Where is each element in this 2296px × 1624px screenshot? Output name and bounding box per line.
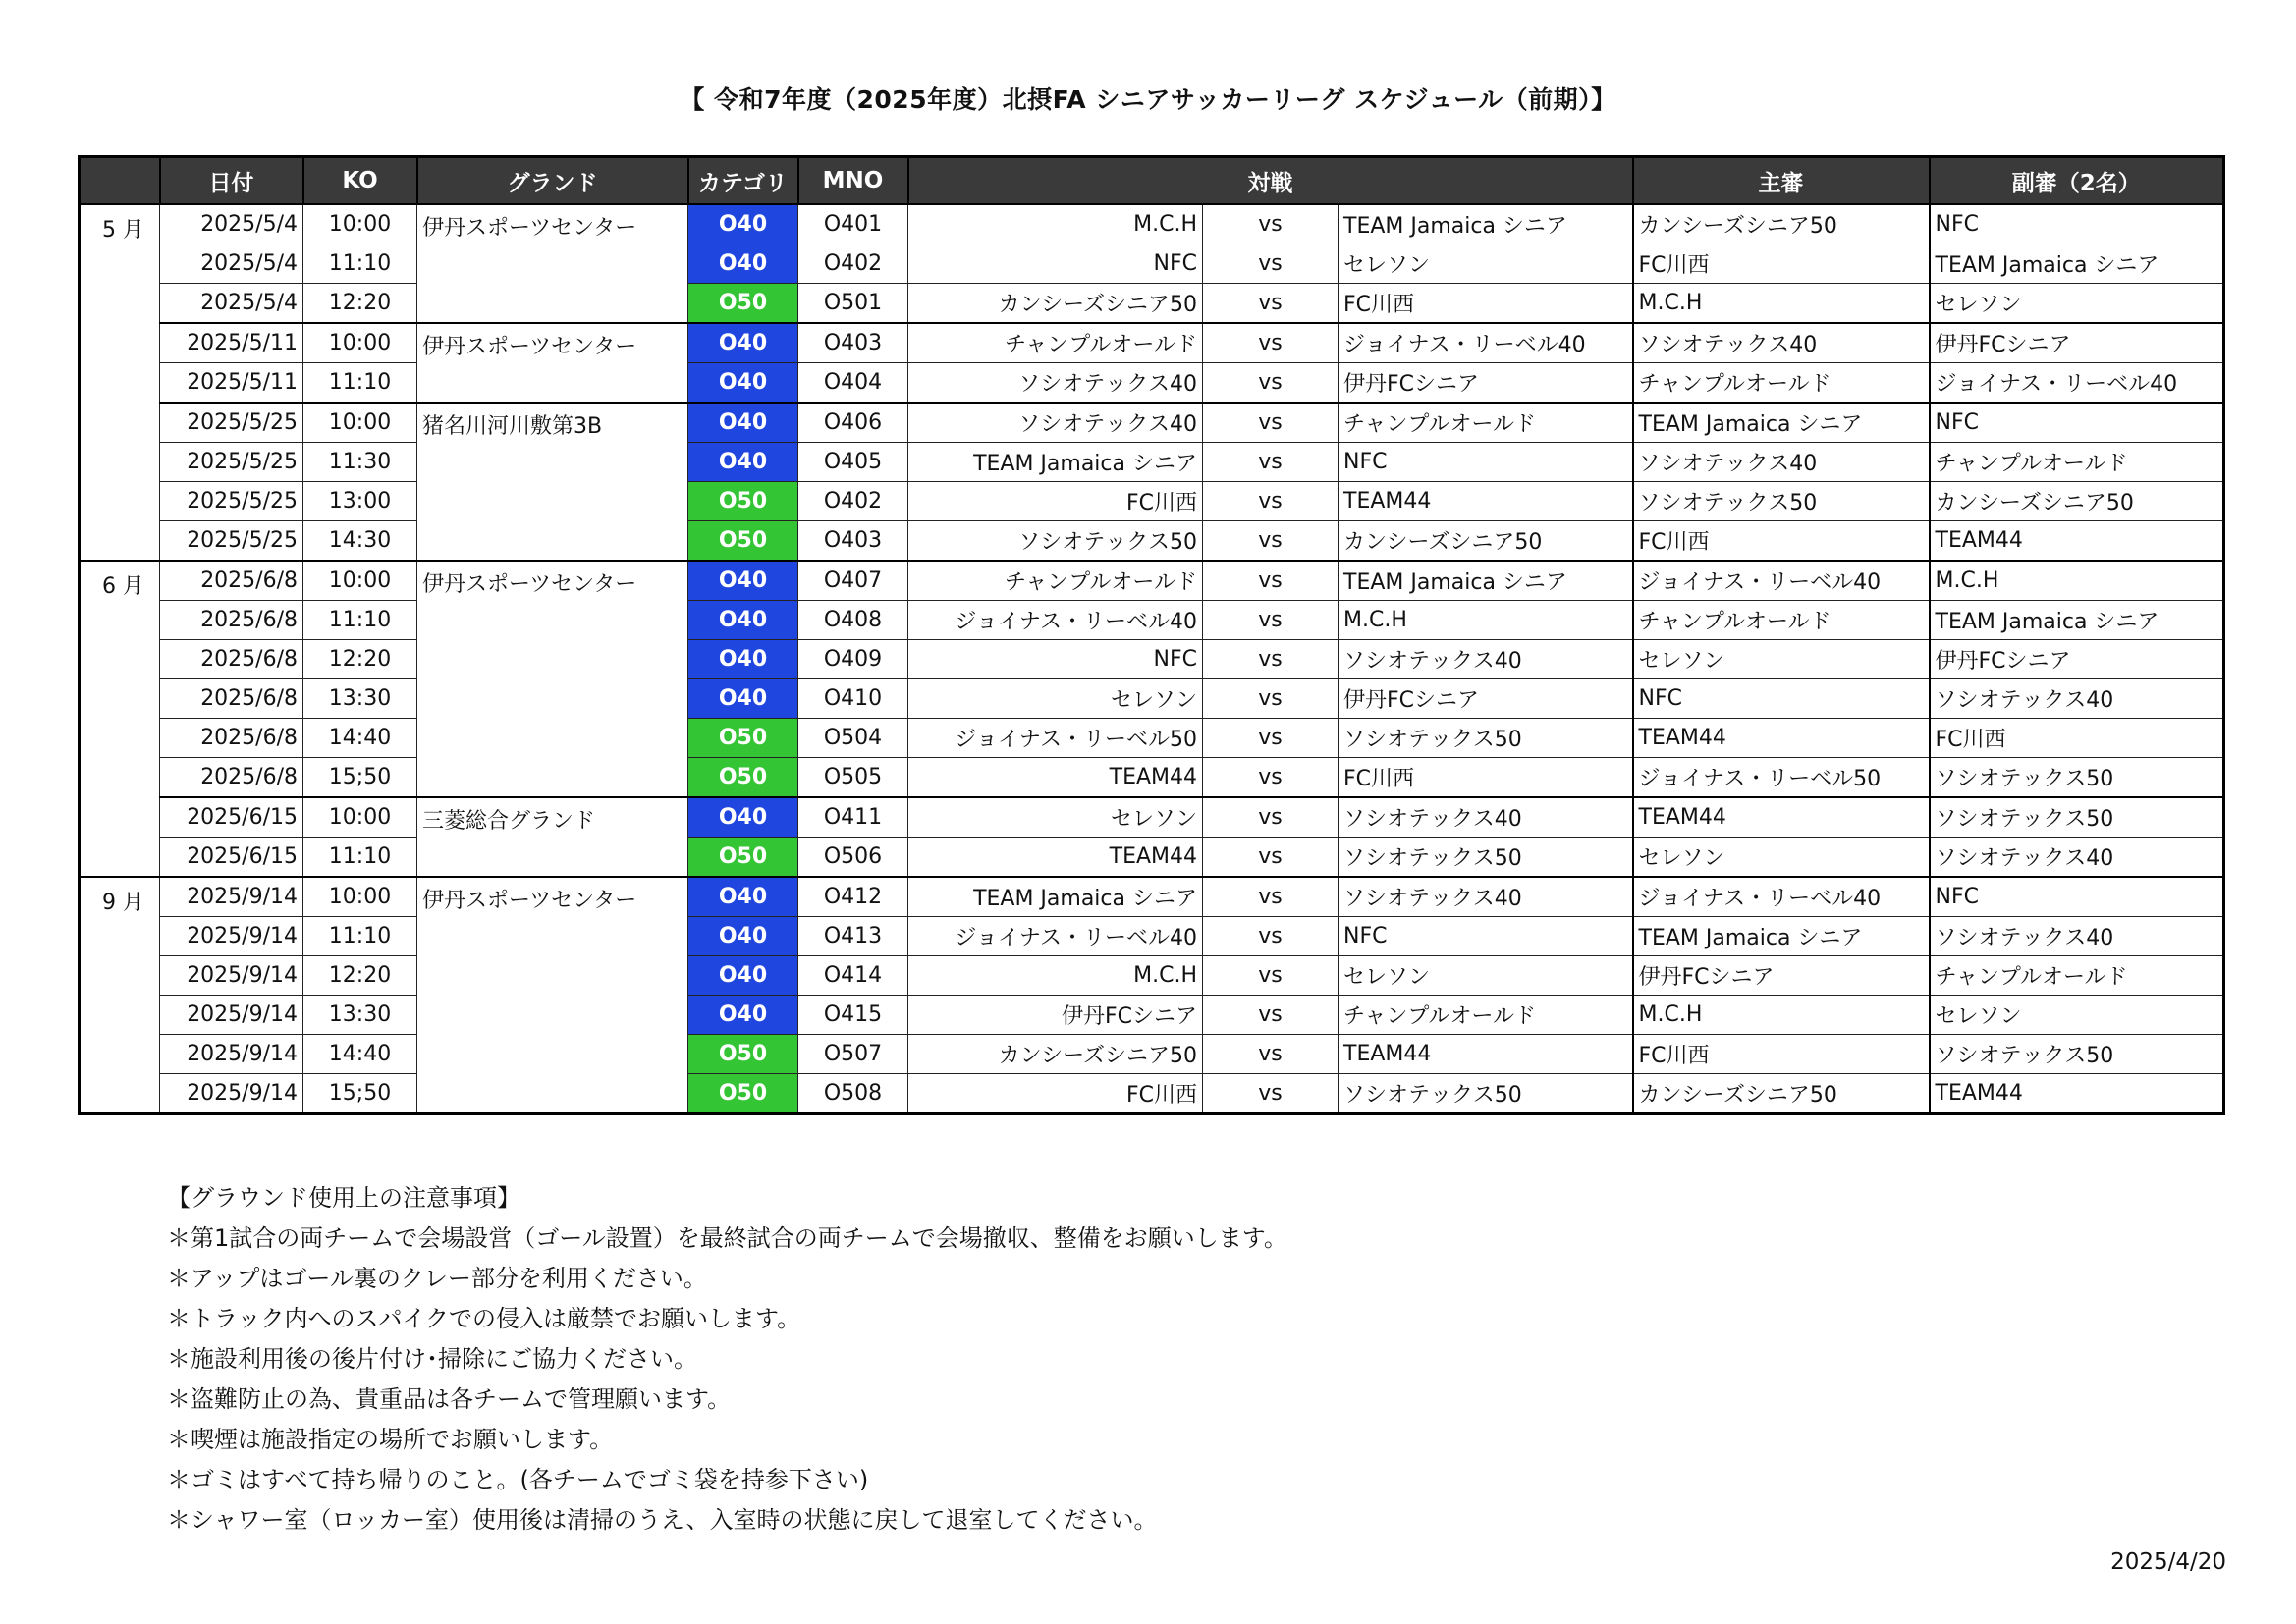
home-team: TEAM44 bbox=[908, 758, 1203, 798]
match-number: O412 bbox=[798, 877, 908, 917]
match-row bbox=[80, 679, 2224, 719]
match-number: O403 bbox=[798, 521, 908, 562]
away-team: TEAM Jamaica シニア bbox=[1339, 561, 1633, 601]
home-team: ジョイナス・リーベル40 bbox=[908, 601, 1203, 640]
match-number: O506 bbox=[798, 838, 908, 878]
match-number: O501 bbox=[798, 284, 908, 324]
note-item: ＊シャワー室（ロッカー室）使用後は清掃のうえ、入室時の状態に戻して退室してください。 bbox=[167, 1506, 1158, 1534]
home-team: TEAM Jamaica シニア bbox=[908, 877, 1203, 917]
date-cell: 2025/6/8 bbox=[160, 601, 303, 640]
assistant-referee-cell: ソシオテックス40 bbox=[1930, 838, 2224, 878]
home-team: TEAM44 bbox=[908, 838, 1203, 878]
referee-cell: M.C.H bbox=[1633, 996, 1930, 1035]
category-badge: O50 bbox=[688, 719, 798, 758]
vs-label: vs bbox=[1203, 443, 1339, 482]
match-number: O411 bbox=[798, 797, 908, 838]
assistant-referee-cell: チャンプルオールド bbox=[1930, 956, 2224, 996]
match-number: O406 bbox=[798, 403, 908, 443]
date-cell: 2025/5/25 bbox=[160, 521, 303, 562]
away-team: カンシーズシニア50 bbox=[1339, 521, 1633, 562]
assistant-referee-cell: TEAM44 bbox=[1930, 1074, 2224, 1114]
referee-cell: カンシーズシニア50 bbox=[1633, 1074, 1930, 1114]
date-cell: 2025/9/14 bbox=[160, 917, 303, 956]
kickoff-time: 11:10 bbox=[303, 601, 417, 640]
date-cell: 2025/5/11 bbox=[160, 363, 303, 404]
category-badge: O40 bbox=[688, 877, 798, 917]
assistant-referee-cell: チャンプルオールド bbox=[1930, 443, 2224, 482]
kickoff-time: 13:30 bbox=[303, 679, 417, 719]
match-row bbox=[80, 797, 2224, 838]
referee-cell: FC川西 bbox=[1633, 1035, 1930, 1074]
date-cell: 2025/6/8 bbox=[160, 758, 303, 798]
kickoff-time: 10:00 bbox=[303, 797, 417, 838]
away-team: チャンプルオールド bbox=[1339, 996, 1633, 1035]
match-number: O507 bbox=[798, 1035, 908, 1074]
match-row bbox=[80, 521, 2224, 562]
vs-label: vs bbox=[1203, 601, 1339, 640]
match-number: O404 bbox=[798, 363, 908, 404]
match-row bbox=[80, 363, 2224, 404]
away-team: 伊丹FCシニア bbox=[1339, 363, 1633, 404]
referee-cell: 伊丹FCシニア bbox=[1633, 956, 1930, 996]
away-team: ジョイナス・リーベル40 bbox=[1339, 323, 1633, 363]
referee-cell: ソシオテックス40 bbox=[1633, 323, 1930, 363]
match-row bbox=[80, 561, 2224, 601]
header-ko: KO bbox=[303, 157, 417, 205]
note-item: ＊トラック内へのスパイクでの侵入は厳禁でお願いします。 bbox=[167, 1305, 801, 1332]
home-team: ソシオテックス40 bbox=[908, 403, 1203, 443]
kickoff-time: 12:20 bbox=[303, 284, 417, 324]
vs-label: vs bbox=[1203, 877, 1339, 917]
note-item: ＊第1試合の両チームで会場設営（ゴール設置）を最終試合の両チームで会場撤収、整備をお願いします。 bbox=[167, 1224, 1287, 1252]
away-team: FC川西 bbox=[1339, 758, 1633, 798]
away-team: ソシオテックス40 bbox=[1339, 877, 1633, 917]
match-number: O413 bbox=[798, 917, 908, 956]
home-team: ジョイナス・リーベル50 bbox=[908, 719, 1203, 758]
category-badge: O50 bbox=[688, 284, 798, 324]
category-badge: O40 bbox=[688, 561, 798, 601]
away-team: TEAM44 bbox=[1339, 482, 1633, 521]
away-team: FC川西 bbox=[1339, 284, 1633, 324]
vs-label: vs bbox=[1203, 284, 1339, 324]
match-number: O401 bbox=[798, 204, 908, 244]
match-number: O402 bbox=[798, 482, 908, 521]
referee-cell: ジョイナス・リーベル50 bbox=[1633, 758, 1930, 798]
page-title: 【 令和7年度（2025年度）北摂FA シニアサッカーリーグ スケジュール（前期）】 bbox=[680, 85, 1616, 114]
referee-cell: チャンプルオールド bbox=[1633, 601, 1930, 640]
home-team: チャンプルオールド bbox=[908, 561, 1203, 601]
match-row bbox=[80, 996, 2224, 1035]
vs-label: vs bbox=[1203, 1074, 1339, 1114]
assistant-referee-cell: ソシオテックス40 bbox=[1930, 917, 2224, 956]
referee-cell: ジョイナス・リーベル40 bbox=[1633, 877, 1930, 917]
date-cell: 2025/9/14 bbox=[160, 1035, 303, 1074]
vs-label: vs bbox=[1203, 640, 1339, 679]
match-row bbox=[80, 1074, 2224, 1114]
assistant-referee-cell: ソシオテックス50 bbox=[1930, 758, 2224, 798]
category-badge: O40 bbox=[688, 244, 798, 284]
home-team: M.C.H bbox=[908, 204, 1203, 244]
vs-label: vs bbox=[1203, 679, 1339, 719]
assistant-referee-cell: ソシオテックス50 bbox=[1930, 797, 2224, 838]
note-item: ＊アップはゴール裏のクレー部分を利用ください。 bbox=[167, 1265, 707, 1292]
kickoff-time: 10:00 bbox=[303, 204, 417, 244]
away-team: 伊丹FCシニア bbox=[1339, 679, 1633, 719]
date-cell: 2025/9/14 bbox=[160, 877, 303, 917]
document-date: 2025/4/20 bbox=[2110, 1549, 2226, 1575]
away-team: ソシオテックス40 bbox=[1339, 797, 1633, 838]
category-badge: O40 bbox=[688, 204, 798, 244]
home-team: セレソン bbox=[908, 797, 1203, 838]
vs-label: vs bbox=[1203, 797, 1339, 838]
match-number: O403 bbox=[798, 323, 908, 363]
category-badge: O40 bbox=[688, 917, 798, 956]
vs-label: vs bbox=[1203, 956, 1339, 996]
category-badge: O40 bbox=[688, 403, 798, 443]
date-cell: 2025/5/11 bbox=[160, 323, 303, 363]
match-row bbox=[80, 403, 2224, 443]
referee-cell: チャンプルオールド bbox=[1633, 363, 1930, 404]
home-team: FC川西 bbox=[908, 1074, 1203, 1114]
vs-label: vs bbox=[1203, 561, 1339, 601]
away-team: TEAM44 bbox=[1339, 1035, 1633, 1074]
assistant-referee-cell: M.C.H bbox=[1930, 561, 2224, 601]
match-number: O402 bbox=[798, 244, 908, 284]
category-badge: O50 bbox=[688, 1035, 798, 1074]
category-badge: O40 bbox=[688, 797, 798, 838]
match-row bbox=[80, 1035, 2224, 1074]
away-team: ソシオテックス50 bbox=[1339, 838, 1633, 878]
date-cell: 2025/6/15 bbox=[160, 797, 303, 838]
kickoff-time: 11:10 bbox=[303, 917, 417, 956]
header-row bbox=[80, 157, 2224, 205]
header-mno: MNO bbox=[798, 157, 908, 205]
note-item: ＊喫煙は施設指定の場所でお願いします。 bbox=[167, 1426, 614, 1453]
date-cell: 2025/9/14 bbox=[160, 1074, 303, 1114]
kickoff-time: 10:00 bbox=[303, 561, 417, 601]
referee-cell: TEAM Jamaica シニア bbox=[1633, 403, 1930, 443]
ground-cell: 伊丹スポーツセンター bbox=[417, 323, 688, 403]
match-row bbox=[80, 838, 2224, 878]
home-team: カンシーズシニア50 bbox=[908, 284, 1203, 324]
vs-label: vs bbox=[1203, 244, 1339, 284]
away-team: NFC bbox=[1339, 917, 1633, 956]
ground-cell: 伊丹スポーツセンター bbox=[417, 561, 688, 797]
assistant-referee-cell: NFC bbox=[1930, 877, 2224, 917]
kickoff-time: 15;50 bbox=[303, 758, 417, 798]
header-ground: グランド bbox=[417, 157, 688, 205]
vs-label: vs bbox=[1203, 403, 1339, 443]
referee-cell: TEAM44 bbox=[1633, 797, 1930, 838]
match-number: O405 bbox=[798, 443, 908, 482]
match-row bbox=[80, 323, 2224, 363]
ground-cell: 伊丹スポーツセンター bbox=[417, 204, 688, 323]
home-team: ソシオテックス50 bbox=[908, 521, 1203, 562]
assistant-referee-cell: NFC bbox=[1930, 204, 2224, 244]
date-cell: 2025/6/8 bbox=[160, 561, 303, 601]
match-number: O408 bbox=[798, 601, 908, 640]
match-row bbox=[80, 482, 2224, 521]
schedule-table bbox=[78, 155, 2225, 1115]
category-badge: O50 bbox=[688, 838, 798, 878]
referee-cell: FC川西 bbox=[1633, 244, 1930, 284]
header-referee: 主審 bbox=[1633, 157, 1930, 205]
away-team: セレソン bbox=[1339, 956, 1633, 996]
date-cell: 2025/5/4 bbox=[160, 204, 303, 244]
kickoff-time: 11:10 bbox=[303, 838, 417, 878]
kickoff-time: 14:30 bbox=[303, 521, 417, 562]
date-cell: 2025/6/8 bbox=[160, 640, 303, 679]
header-category: カテゴリ bbox=[688, 157, 798, 205]
away-team: TEAM Jamaica シニア bbox=[1339, 204, 1633, 244]
match-number: O414 bbox=[798, 956, 908, 996]
header-blank bbox=[80, 157, 160, 205]
date-cell: 2025/9/14 bbox=[160, 956, 303, 996]
note-item: ＊盗難防止の為、貴重品は各チームで管理願います。 bbox=[167, 1385, 732, 1413]
away-team: NFC bbox=[1339, 443, 1633, 482]
kickoff-time: 11:10 bbox=[303, 244, 417, 284]
month-cell: 6 月 bbox=[80, 561, 160, 877]
ground-cell: 伊丹スポーツセンター bbox=[417, 877, 688, 1114]
vs-label: vs bbox=[1203, 363, 1339, 404]
category-badge: O50 bbox=[688, 482, 798, 521]
ground-cell: 三菱総合グランド bbox=[417, 797, 688, 877]
away-team: M.C.H bbox=[1339, 601, 1633, 640]
home-team: セレソン bbox=[908, 679, 1203, 719]
referee-cell: M.C.H bbox=[1633, 284, 1930, 324]
match-row bbox=[80, 877, 2224, 917]
assistant-referee-cell: TEAM44 bbox=[1930, 521, 2224, 562]
category-badge: O40 bbox=[688, 679, 798, 719]
date-cell: 2025/5/25 bbox=[160, 482, 303, 521]
category-badge: O40 bbox=[688, 443, 798, 482]
home-team: ソシオテックス40 bbox=[908, 363, 1203, 404]
assistant-referee-cell: ソシオテックス40 bbox=[1930, 679, 2224, 719]
referee-cell: カンシーズシニア50 bbox=[1633, 204, 1930, 244]
vs-label: vs bbox=[1203, 482, 1339, 521]
match-number: O409 bbox=[798, 640, 908, 679]
category-badge: O50 bbox=[688, 1074, 798, 1114]
referee-cell: セレソン bbox=[1633, 640, 1930, 679]
home-team: NFC bbox=[908, 244, 1203, 284]
match-row bbox=[80, 917, 2224, 956]
referee-cell: FC川西 bbox=[1633, 521, 1930, 562]
kickoff-time: 13:30 bbox=[303, 996, 417, 1035]
assistant-referee-cell: セレソン bbox=[1930, 284, 2224, 324]
kickoff-time: 15;50 bbox=[303, 1074, 417, 1114]
referee-cell: TEAM Jamaica シニア bbox=[1633, 917, 1930, 956]
match-row bbox=[80, 758, 2224, 798]
note-item: ＊施設利用後の後片付け･掃除にご協力ください。 bbox=[167, 1345, 697, 1373]
referee-cell: NFC bbox=[1633, 679, 1930, 719]
home-team: ジョイナス・リーベル40 bbox=[908, 917, 1203, 956]
match-number: O504 bbox=[798, 719, 908, 758]
kickoff-time: 13:00 bbox=[303, 482, 417, 521]
vs-label: vs bbox=[1203, 323, 1339, 363]
referee-cell: ソシオテックス50 bbox=[1633, 482, 1930, 521]
match-number: O410 bbox=[798, 679, 908, 719]
kickoff-time: 14:40 bbox=[303, 1035, 417, 1074]
away-team: ソシオテックス40 bbox=[1339, 640, 1633, 679]
match-row bbox=[80, 284, 2224, 324]
category-badge: O50 bbox=[688, 521, 798, 562]
kickoff-time: 11:30 bbox=[303, 443, 417, 482]
vs-label: vs bbox=[1203, 521, 1339, 562]
date-cell: 2025/5/25 bbox=[160, 403, 303, 443]
assistant-referee-cell: ジョイナス・リーベル40 bbox=[1930, 363, 2224, 404]
category-badge: O50 bbox=[688, 758, 798, 798]
referee-cell: TEAM44 bbox=[1633, 719, 1930, 758]
assistant-referee-cell: TEAM Jamaica シニア bbox=[1930, 601, 2224, 640]
assistant-referee-cell: FC川西 bbox=[1930, 719, 2224, 758]
match-row bbox=[80, 956, 2224, 996]
notes-section bbox=[167, 1178, 1287, 1541]
date-cell: 2025/6/8 bbox=[160, 719, 303, 758]
away-team: セレソン bbox=[1339, 244, 1633, 284]
match-number: O415 bbox=[798, 996, 908, 1035]
match-row bbox=[80, 204, 2224, 244]
notes-heading: 【グラウンド使用上の注意事項】 bbox=[167, 1184, 520, 1212]
vs-label: vs bbox=[1203, 204, 1339, 244]
home-team: チャンプルオールド bbox=[908, 323, 1203, 363]
assistant-referee-cell: TEAM Jamaica シニア bbox=[1930, 244, 2224, 284]
vs-label: vs bbox=[1203, 838, 1339, 878]
assistant-referee-cell: 伊丹FCシニア bbox=[1930, 323, 2224, 363]
category-badge: O40 bbox=[688, 363, 798, 404]
header-date: 日付 bbox=[160, 157, 303, 205]
home-team: FC川西 bbox=[908, 482, 1203, 521]
date-cell: 2025/5/4 bbox=[160, 284, 303, 324]
assistant-referee-cell: 伊丹FCシニア bbox=[1930, 640, 2224, 679]
kickoff-time: 10:00 bbox=[303, 323, 417, 363]
match-row bbox=[80, 601, 2224, 640]
ground-cell: 猪名川河川敷第3B bbox=[417, 403, 688, 561]
assistant-referee-cell: ソシオテックス50 bbox=[1930, 1035, 2224, 1074]
note-item: ＊ゴミはすべて持ち帰りのこと。(各チームでゴミ袋を持参下さい) bbox=[167, 1466, 869, 1493]
referee-cell: ジョイナス・リーベル40 bbox=[1633, 561, 1930, 601]
match-row bbox=[80, 443, 2224, 482]
date-cell: 2025/6/15 bbox=[160, 838, 303, 878]
referee-cell: セレソン bbox=[1633, 838, 1930, 878]
kickoff-time: 11:10 bbox=[303, 363, 417, 404]
away-team: ソシオテックス50 bbox=[1339, 719, 1633, 758]
match-row bbox=[80, 244, 2224, 284]
category-badge: O40 bbox=[688, 996, 798, 1035]
kickoff-time: 10:00 bbox=[303, 403, 417, 443]
kickoff-time: 14:40 bbox=[303, 719, 417, 758]
category-badge: O40 bbox=[688, 601, 798, 640]
vs-label: vs bbox=[1203, 996, 1339, 1035]
home-team: 伊丹FCシニア bbox=[908, 996, 1203, 1035]
vs-label: vs bbox=[1203, 758, 1339, 798]
home-team: カンシーズシニア50 bbox=[908, 1035, 1203, 1074]
schedule-body bbox=[80, 204, 2224, 1114]
category-badge: O40 bbox=[688, 323, 798, 363]
date-cell: 2025/6/8 bbox=[160, 679, 303, 719]
assistant-referee-cell: カンシーズシニア50 bbox=[1930, 482, 2224, 521]
kickoff-time: 12:20 bbox=[303, 640, 417, 679]
date-cell: 2025/9/14 bbox=[160, 996, 303, 1035]
category-badge: O40 bbox=[688, 956, 798, 996]
assistant-referee-cell: セレソン bbox=[1930, 996, 2224, 1035]
home-team: M.C.H bbox=[908, 956, 1203, 996]
home-team: NFC bbox=[908, 640, 1203, 679]
vs-label: vs bbox=[1203, 719, 1339, 758]
category-badge: O40 bbox=[688, 640, 798, 679]
month-cell: 5 月 bbox=[80, 204, 160, 561]
vs-label: vs bbox=[1203, 1035, 1339, 1074]
match-row bbox=[80, 719, 2224, 758]
away-team: チャンプルオールド bbox=[1339, 403, 1633, 443]
assistant-referee-cell: NFC bbox=[1930, 403, 2224, 443]
match-row bbox=[80, 640, 2224, 679]
match-number: O508 bbox=[798, 1074, 908, 1114]
date-cell: 2025/5/4 bbox=[160, 244, 303, 284]
away-team: ソシオテックス50 bbox=[1339, 1074, 1633, 1114]
home-team: TEAM Jamaica シニア bbox=[908, 443, 1203, 482]
header-assistant: 副審（2名） bbox=[1930, 157, 2224, 205]
kickoff-time: 10:00 bbox=[303, 877, 417, 917]
match-number: O505 bbox=[798, 758, 908, 798]
referee-cell: ソシオテックス40 bbox=[1633, 443, 1930, 482]
kickoff-time: 12:20 bbox=[303, 956, 417, 996]
vs-label: vs bbox=[1203, 917, 1339, 956]
header-match: 対戦 bbox=[908, 157, 1633, 205]
match-number: O407 bbox=[798, 561, 908, 601]
date-cell: 2025/5/25 bbox=[160, 443, 303, 482]
month-cell: 9 月 bbox=[80, 877, 160, 1114]
